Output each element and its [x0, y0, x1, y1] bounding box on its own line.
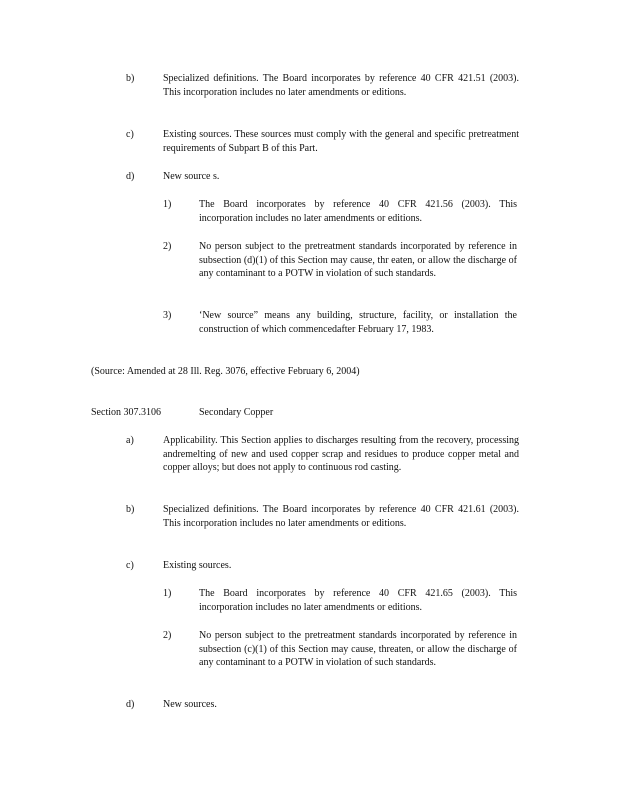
paragraph-specialized-definitions: Specialized definitions. The Board incorporates by reference 40 CFR 421.61 (2003). This incorporation includes no later amendments or editions. [163, 504, 519, 529]
item-label: a) [126, 435, 134, 446]
section-number: Section 307.3106 [91, 407, 161, 418]
subitem-label: 1) [163, 588, 172, 599]
subparagraph-incorporation: The Board incorporates by reference 40 CFR 421.56 (2003). This incorporation includes no later amendments or editions. [199, 199, 517, 224]
item-label: b) [126, 504, 135, 515]
subitem-label: 2) [163, 241, 172, 252]
paragraph-applicability: Applicability. This Section applies to discharges resulting from the recovery, processing andremelting of new and used copper scrap and residues to produce copper metal and copper alloys; but does not apply to continuous rod casting. [163, 435, 519, 474]
subparagraph-new-source-definition: ‘New source” means any building, structure, facility, or installation the construction of which commencedafter February 17, 1983. [199, 310, 517, 335]
paragraph-new-sources: New source s. [163, 171, 220, 182]
item-label: c) [126, 560, 134, 571]
item-label: d) [126, 171, 135, 182]
source-note: (Source: Amended at 28 Ill. Reg. 3076, effective February 6, 2004) [91, 366, 360, 377]
item-label: c) [126, 129, 134, 140]
paragraph-new-sources: New sources. [163, 699, 217, 710]
subitem-label: 1) [163, 199, 172, 210]
item-label: b) [126, 73, 135, 84]
item-label: d) [126, 699, 135, 710]
subparagraph-incorporation: The Board incorporates by reference 40 CFR 421.65 (2003). This incorporation includes no later amendments or editions. [199, 588, 517, 613]
subparagraph-prohibition: No person subject to the pretreatment standards incorporated by reference in subsection (c)(1) of this Section may cause, threaten, or allow the discharge of any contaminant to a POTW in violation of such standards. [199, 630, 517, 669]
paragraph-existing-sources: Existing sources. These sources must comply with the general and specific pretreatment requirements of Subpart B of this Part. [163, 129, 519, 154]
paragraph-specialized-definitions: Specialized definitions. The Board incorporates by reference 40 CFR 421.51 (2003). This incorporation includes no later amendments or editions. [163, 73, 519, 98]
subitem-label: 3) [163, 310, 172, 321]
subparagraph-prohibition: No person subject to the pretreatment standards incorporated by reference in subsection (d)(1) of this Section may cause, thr eaten, or allow the discharge of any contaminant to a POTW in violation of such standards. [199, 241, 517, 280]
paragraph-existing-sources: Existing sources. [163, 560, 232, 571]
subitem-label: 2) [163, 630, 172, 641]
section-title: Secondary Copper [199, 407, 274, 418]
